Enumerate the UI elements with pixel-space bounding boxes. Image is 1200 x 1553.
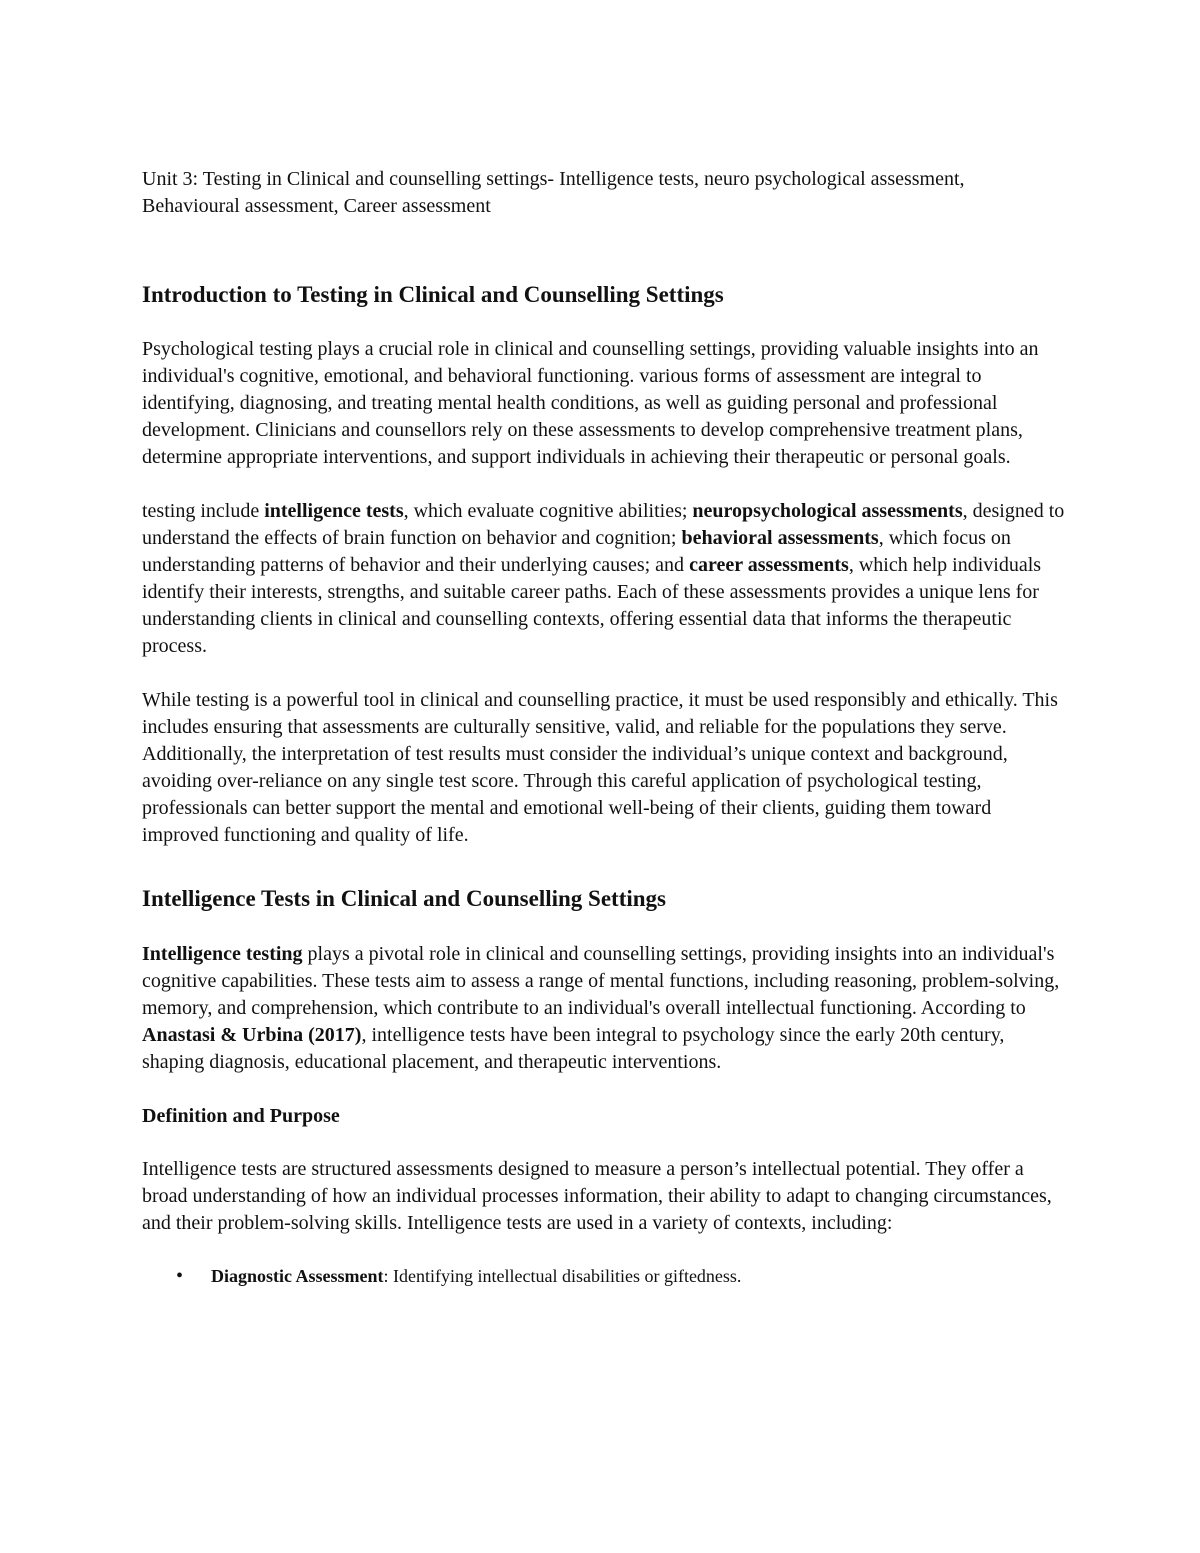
intelligence-heading: Intelligence Tests in Clinical and Counselling Settings — [142, 886, 666, 911]
text-run: , which help individuals identify their interests, strengths, and suitable career paths. Each of these assessments provides a unique lens for understanding clients in clinical and counselling contexts, offering essential data that informs the therapeutic process. — [142, 554, 1042, 657]
term-career-assessments: career assessments — [689, 554, 849, 576]
unit-title: Unit 3: Testing in Clinical and counselling settings- Intelligence tests, neuro psychological assessment, Behavioural assessment, Career assessment — [142, 168, 965, 217]
term-behavioral-assessments: behavioral assessments — [681, 527, 879, 549]
term-intelligence-tests: intelligence tests — [264, 500, 404, 522]
intelligence-paragraph — [142, 941, 1067, 1076]
list-item-text: : Identifying intellectual disabilities or giftedness. — [383, 1266, 742, 1286]
text-run: plays a pivotal role in clinical and counselling settings, providing insights into an individual's cognitive capabilities. These tests aim to assess a range of mental functions, including reasoning, problem-solving, memory, and comprehension, which contribute to an individual's overall intellectual functioning. According to — [142, 943, 1060, 1019]
list-item-term: Diagnostic Assessment — [211, 1266, 384, 1286]
text-run: , which evaluate cognitive abilities; — [403, 500, 693, 522]
uses-list — [142, 1263, 1067, 1289]
text-run: , intelligence tests have been integral to psychology since the early 20th century, shaping diagnosis, educational placement, and therapeutic interventions. — [142, 1024, 1005, 1073]
intro-paragraph: Psychological testing plays a crucial role in clinical and counselling settings, providing valuable insights into an individual's cognitive, emotional, and behavioral functioning. various forms of assessment are integral to identifying, diagnosing, and treating mental health conditions, as well as guiding personal and professional development. Clinicians and counsellors rely on these assessments to develop comprehensive treatment plans, determine appropriate interventions, and support individuals in achieving their therapeutic or personal goals. — [142, 338, 1039, 468]
bullet-icon: • — [176, 1265, 184, 1287]
term-neuropsychological-assessments: neuropsychological assessments — [692, 500, 963, 522]
ethics-paragraph: While testing is a powerful tool in clinical and counselling practice, it must be used responsibly and ethically. This includes ensuring that assessments are culturally sensitive, valid, and reliable for the populations they serve. Additionally, the interpretation of test results must consider the individual’s unique context and background, avoiding over-reliance on any single test score. Through this careful application of psychological testing, professionals can better support the mental and emotional well-being of their clients, guiding them toward improved functioning and quality of life. — [142, 689, 1058, 846]
term-intelligence-testing: Intelligence testing — [142, 943, 303, 965]
text-run: testing include — [142, 500, 265, 522]
citation-anastasi-urbina: Anastasi & Urbina (2017) — [142, 1024, 362, 1046]
definition-paragraph: Intelligence tests are structured assessments designed to measure a person’s intellectual potential. They offer a broad understanding of how an individual processes information, their ability to adapt to changing circumstances, and their problem-solving skills. Intelligence tests are used in a variety of contexts, including: — [142, 1158, 1052, 1234]
intro-heading: Introduction to Testing in Clinical and Counselling Settings — [142, 282, 724, 307]
text-run: , which focus on understanding patterns of behavior and their underlying causes; and — [142, 527, 1011, 576]
list-item — [142, 1263, 1067, 1289]
text-run: , designed to understand the effects of brain function on behavior and cognition; — [142, 500, 1065, 549]
document-page — [142, 166, 1067, 1289]
assessment-types-paragraph — [142, 498, 1067, 660]
definition-heading: Definition and Purpose — [142, 1105, 340, 1127]
